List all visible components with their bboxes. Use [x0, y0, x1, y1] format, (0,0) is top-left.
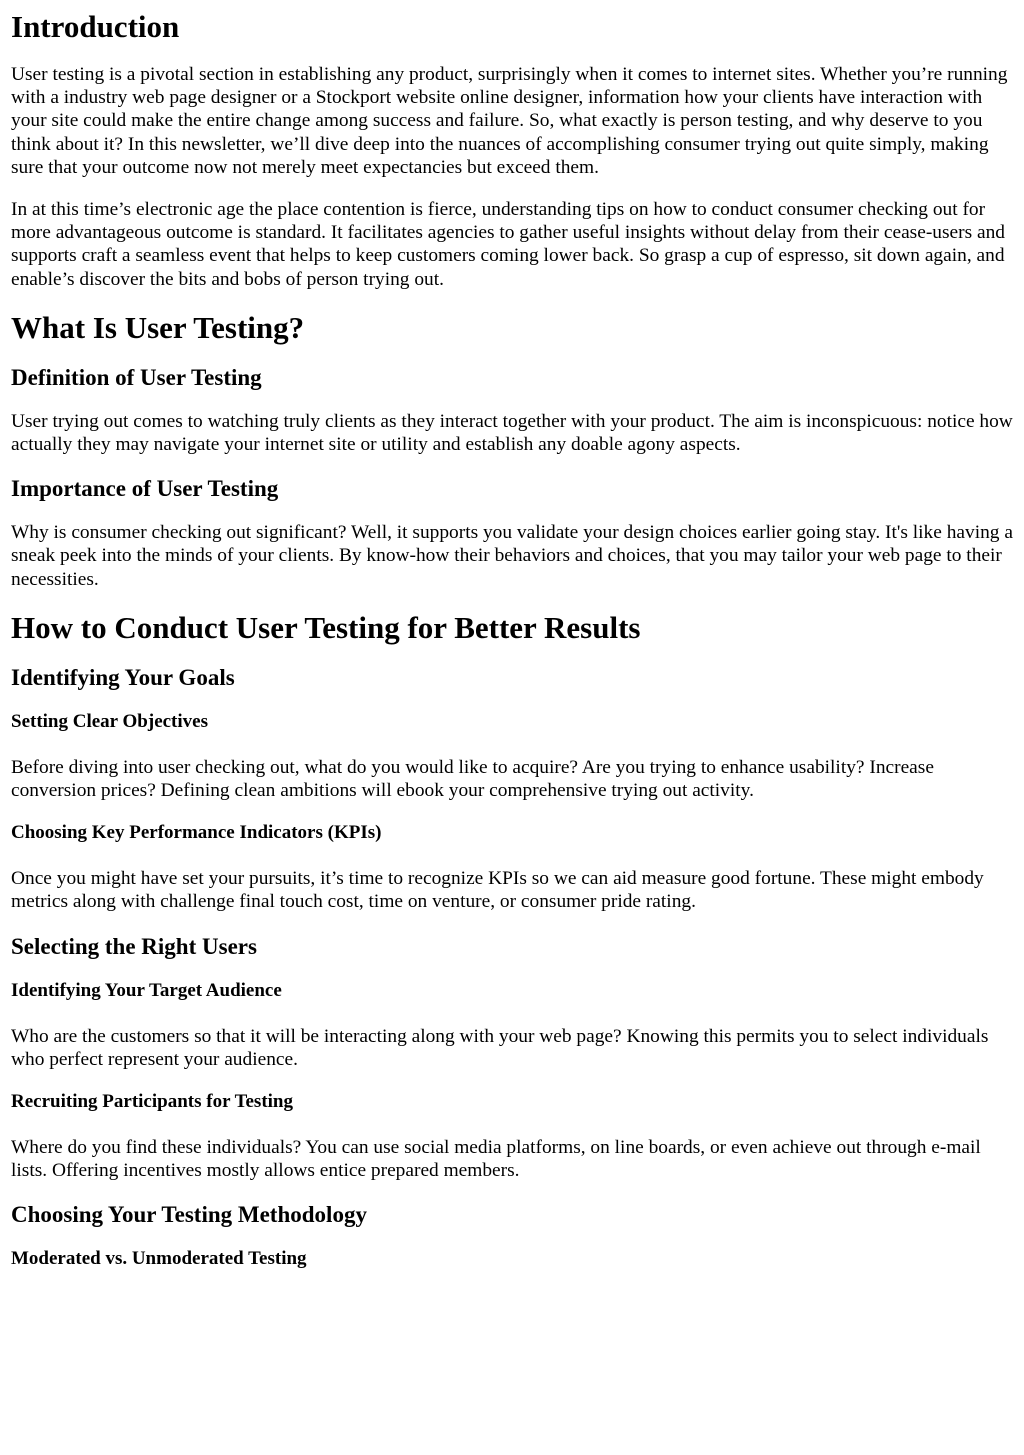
kpis-paragraph: Once you might have set your pursuits, it’s time to recognize KPIs so we can aid measure good fortune. These might embody metrics along with challenge final touch cost, time on venture, or consumer pride rating.	[11, 868, 984, 913]
heading-introduction: Introduction	[11, 9, 180, 44]
heading-target-audience: Identifying Your Target Audience	[11, 979, 282, 1001]
heading-definition: Definition of User Testing	[11, 364, 262, 390]
importance-paragraph: Why is consumer checking out significant? Well, it supports you validate your design choices earlier going stay. It's like having a sneak peek into the minds of your clients. By know-how their behaviors and choices, that you may tailor your web page to their necessities.	[11, 522, 1013, 590]
heading-testing-methodology: Choosing Your Testing Methodology	[11, 1202, 367, 1228]
definition-paragraph: User trying out comes to watching truly clients as they interact together with your product. The aim is inconspicuous: notice how actually they may navigate your internet site or utility and establish any doable agony aspects.	[11, 410, 1013, 456]
heading-identifying-goals: Identifying Your Goals	[11, 664, 235, 690]
intro-paragraph-2: In at this time’s electronic age the place contention is fierce, understanding tips on how to conduct consumer checking out for more advantageous outcome is standard. It facilitates agencies to gather useful insights without delay from their cease-users and supports craft a seamless event that helps to keep customers coming lower back. So grasp a cup of espresso, sit down again, and enable’s discover the bits and bobs of person trying out.	[11, 199, 1005, 290]
objectives-paragraph: Before diving into user checking out, what do you would like to acquire? Are you trying to enhance usability? Increase conversion prices? Defining clean ambitions will ebook your comprehensive trying out activity.	[11, 756, 934, 802]
recruiting-paragraph: Where do you find these individuals? You can use social media platforms, on line boards, or even achieve out through e-mail lists. Offering incentives mostly allows entice prepared members.	[11, 1137, 981, 1182]
heading-how-to-conduct: How to Conduct User Testing for Better Results	[11, 609, 641, 645]
audience-paragraph: Who are the customers so that it will be interacting along with your web page? Knowing this permits you to select individuals who perfect represent your audience.	[11, 1025, 989, 1070]
heading-choosing-kpis: Choosing Key Performance Indicators (KPIs)	[11, 822, 382, 844]
heading-importance: Importance of User Testing	[11, 476, 279, 502]
heading-what-is-user-testing: What Is User Testing?	[11, 309, 305, 345]
heading-moderated-vs-unmoderated: Moderated vs. Unmoderated Testing	[11, 1248, 307, 1270]
heading-recruiting: Recruiting Participants for Testing	[11, 1091, 294, 1113]
article	[0, 9, 1024, 1270]
heading-setting-objectives: Setting Clear Objectives	[11, 710, 208, 732]
heading-selecting-users: Selecting the Right Users	[11, 933, 257, 959]
intro-paragraph-1: User testing is a pivotal section in establishing any product, surprisingly when it comes to internet sites. Whether you’re running with a industry web page designer or a Stockport website online designer, information how your clients have interaction with your site could make the entire change among success and failure. So, what exactly is person testing, and why deserve to you think about it? In this newsletter, we’ll dive deep into the nuances of accomplishing consumer trying out quite simply, making sure that your outcome now not merely meet expectancies but exceed them.	[11, 64, 1008, 178]
